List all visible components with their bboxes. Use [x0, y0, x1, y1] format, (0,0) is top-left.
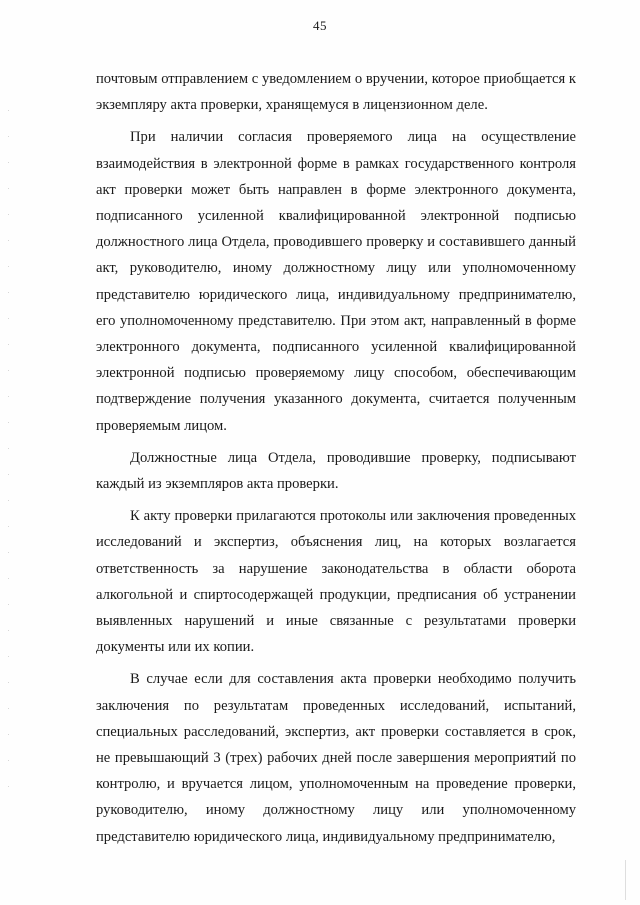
- paragraph-deadline: В случае если для составления акта проверки необходимо получить заключения по результатам проведенных исследований, испытаний, специальных расследований, экспертиз, акт проверки составляется в срок, не превышающий 3 (трех) рабочих дней после завершения мероприятий по контролю, и вручается лицом, уполномоченным на проведение проверки, руководителю, иному должностному лицу или уполномоченному представителю юридического лица, индивидуальному предпринимателю,: [96, 671, 576, 845]
- paragraph-continuation: почтовым отправлением с уведомлением о вручении, которое приобщается к экземпляру акта проверки, хранящемуся в лицензионном деле.: [96, 71, 576, 114]
- paragraph-electronic-delivery: При наличии согласия проверяемого лица на осуществление взаимодействия в электронной форме в рамках государственного контроля акт проверки может быть направлен в форме электронного документа, подписанного усиленной квалифицированной электронной подписью должностного лица Отдела, проводившего проверку и составившего данный акт, руководителю, иному должностному лицу или уполномоченному представителю юридического лица, индивидуальному предпринимателю, его уполномоченному представителю. При этом акт, направленный в форме электронного документа, подписанного усиленной квалифицированной электронной подписью проверяемому лицу способом, обеспечивающим подтверждение получения указанного документа, считается полученным проверяемым лицом.: [96, 129, 576, 434]
- paragraph-attachments: К акту проверки прилагаются протоколы или заключения проведенных исследований и экспертиз, объяснения лиц, на которых возлагается ответственность за нарушение законодательства в области оборота алкогольной и спиртосодержащей продукции, предписания об устранении выявленных нарушений и иные связанные с результатами проверки документы или их копии.: [96, 508, 576, 656]
- scan-artifact-left: [8, 110, 9, 810]
- scan-artifact-right: [625, 860, 626, 900]
- page-number: 45: [313, 18, 327, 33]
- document-body: [96, 66, 576, 850]
- paragraph-signatures: Должностные лица Отдела, проводившие проверку, подписывают каждый из экземпляров акта проверки.: [96, 449, 576, 493]
